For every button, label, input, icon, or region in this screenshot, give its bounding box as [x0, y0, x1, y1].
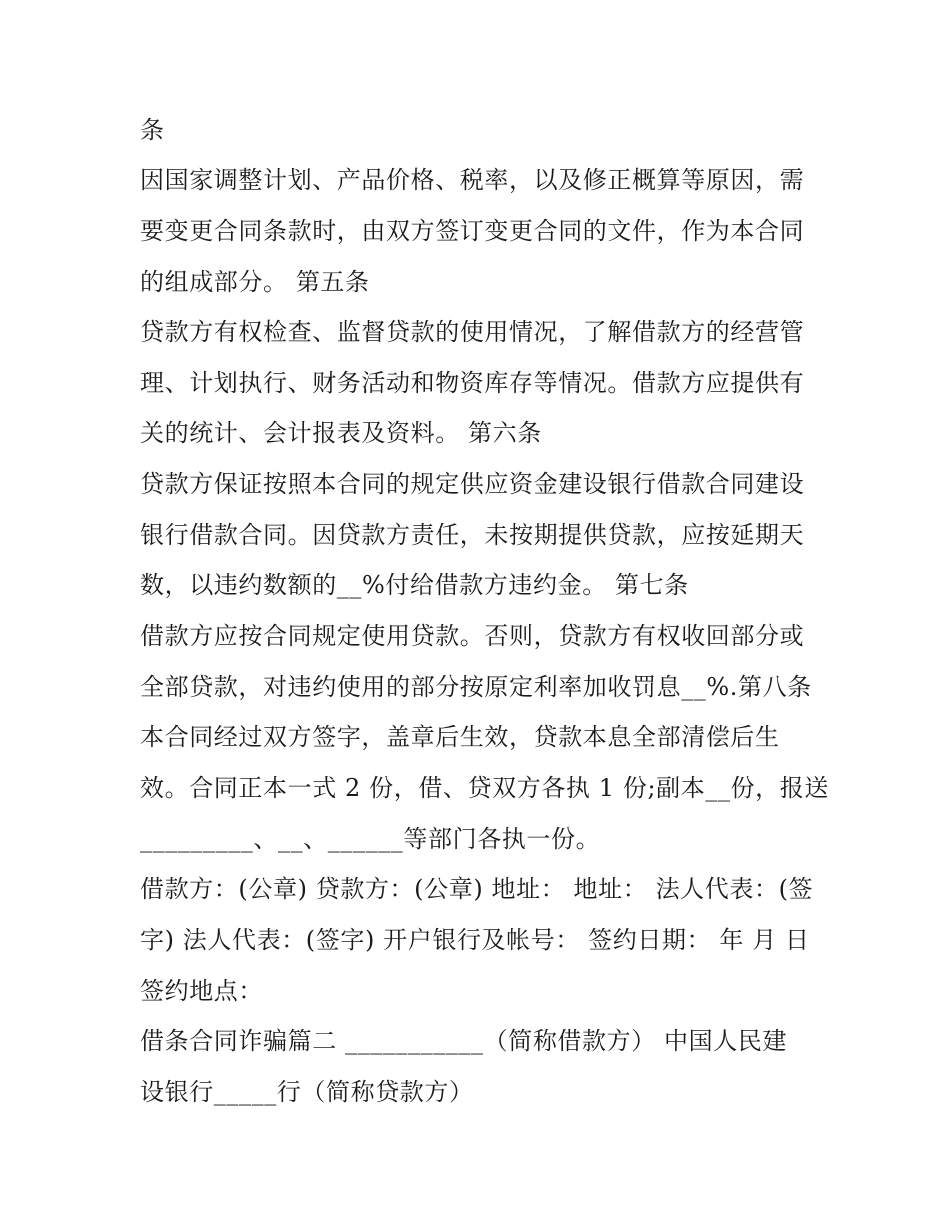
- text-line: 借款方应按合同规定使用贷款。否则，贷款方有权收回部分或: [140, 622, 805, 650]
- text-line: 的组成部分。 第五条: [140, 268, 370, 296]
- text-line: 设银行_____行（简称贷款方）: [140, 1078, 474, 1106]
- text-line: 签约地点：: [140, 977, 263, 1005]
- text-line: 理、计划执行、财务活动和物资库存等情况。借款方应提供有: [140, 369, 805, 397]
- text-line: 条: [140, 116, 165, 144]
- text-line: 借条合同诈骗篇二 ___________（简称借款方） 中国人民建: [140, 1027, 788, 1055]
- text-line: 全部贷款，对违约使用的部分按原定利率加收罚息__%.第八条: [140, 673, 812, 701]
- text-line: 要变更合同条款时，由双方签订变更合同的文件，作为本合同: [140, 217, 805, 245]
- text-line: 数，以违约数额的__%付给借款方违约金。 第七条: [140, 571, 689, 599]
- text-line: _________、__、______等部门各执一份。: [140, 825, 601, 853]
- text-line: 字) 法人代表：(签字) 开户银行及帐号： 签约日期： 年 月 日: [140, 926, 810, 954]
- text-line: 贷款方保证按照本合同的规定供应资金建设银行借款合同建设: [140, 470, 805, 498]
- text-line: 借款方：(公章) 贷款方：(公章) 地址： 地址： 法人代表：(签: [140, 875, 814, 903]
- text-line: 关的统计、会计报表及资料。 第六条: [140, 419, 542, 447]
- text-line: 银行借款合同。因贷款方责任，未按期提供贷款，应按延期天: [140, 521, 805, 549]
- text-line: 本合同经过双方签字，盖章后生效，贷款本息全部清偿后生: [140, 723, 780, 751]
- text-line: 因国家调整计划、产品价格、税率，以及修正概算等原因，需: [140, 166, 805, 194]
- text-line: 贷款方有权检查、监督贷款的使用情况，了解借款方的经营管: [140, 318, 805, 346]
- text-line: 效。合同正本一式 2 份，借、贷双方各执 1 份;副本__份，报送: [140, 774, 829, 802]
